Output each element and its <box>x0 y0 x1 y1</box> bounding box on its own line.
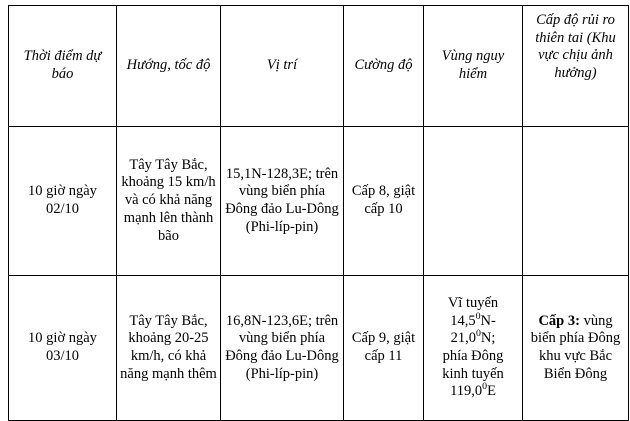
forecast-table-container <box>8 5 628 401</box>
table-header-row <box>9 6 629 127</box>
danger-zone-lat-end: 21,0 <box>450 330 476 347</box>
table-row <box>9 127 629 276</box>
header-danger-zone: Vùng nguy hiểm <box>424 6 523 127</box>
cell-direction-speed: Tây Tây Bắc, khoảng 15 km/h và có khả năng mạnh lên thành bão <box>117 127 221 276</box>
degree-symbol: 0 <box>475 310 481 322</box>
cell-forecast-time: 10 giờ ngày 02/10 <box>9 127 117 276</box>
degree-symbol: 0 <box>475 328 481 340</box>
header-direction-speed: Hướng, tốc độ <box>117 6 221 127</box>
header-risk-level: Cấp độ rủi ro thiên tai (Khu vực chịu ảnh hưởng) <box>523 6 629 127</box>
header-intensity: Cường độ <box>344 6 424 127</box>
cell-position: 16,8N-123,6E; trên vùng biển phía Đông đảo Lu-Dông (Phi-líp-pin) <box>221 276 344 421</box>
danger-zone-lat-start: 14,5 <box>450 312 476 329</box>
header-forecast-time: Thời điểm dự báo <box>9 6 117 127</box>
cell-danger-zone <box>424 276 523 421</box>
danger-zone-lon-suffix: E <box>487 383 496 400</box>
header-position: Vị trí <box>221 6 344 127</box>
cell-intensity: Cấp 9, giật cấp 11 <box>344 276 424 421</box>
cell-risk-level <box>523 276 629 421</box>
danger-zone-line-5: kinh tuyến <box>442 365 504 382</box>
storm-forecast-table <box>8 5 629 421</box>
danger-zone-line-4: phía Đông <box>442 348 504 364</box>
danger-zone-lon: 119,0 <box>450 383 483 400</box>
degree-symbol: 0 <box>482 381 488 393</box>
cell-risk-level <box>523 127 629 276</box>
danger-zone-lat-end-suffix: N; <box>480 330 496 347</box>
cell-direction-speed: Tây Tây Bắc, khoảng 20-25 km/h, có khả năng mạnh thêm <box>117 276 221 421</box>
risk-level-badge: Cấp 3: <box>538 312 580 329</box>
table-row <box>9 276 629 421</box>
danger-zone-line-1: Vĩ tuyến <box>447 294 499 311</box>
risk-level-description: vùng biển phía Đông khu vực Bắc Biển Đông <box>530 312 621 382</box>
cell-forecast-time: 10 giờ ngày 03/10 <box>9 276 117 421</box>
cell-position: 15,1N-128,3E; trên vùng biển phía Đông đảo Lu-Dông (Phi-líp-pin) <box>221 127 344 276</box>
danger-zone-lat-start-suffix: N- <box>480 312 496 329</box>
cell-danger-zone <box>424 127 523 276</box>
cell-intensity: Cấp 8, giật cấp 10 <box>344 127 424 276</box>
